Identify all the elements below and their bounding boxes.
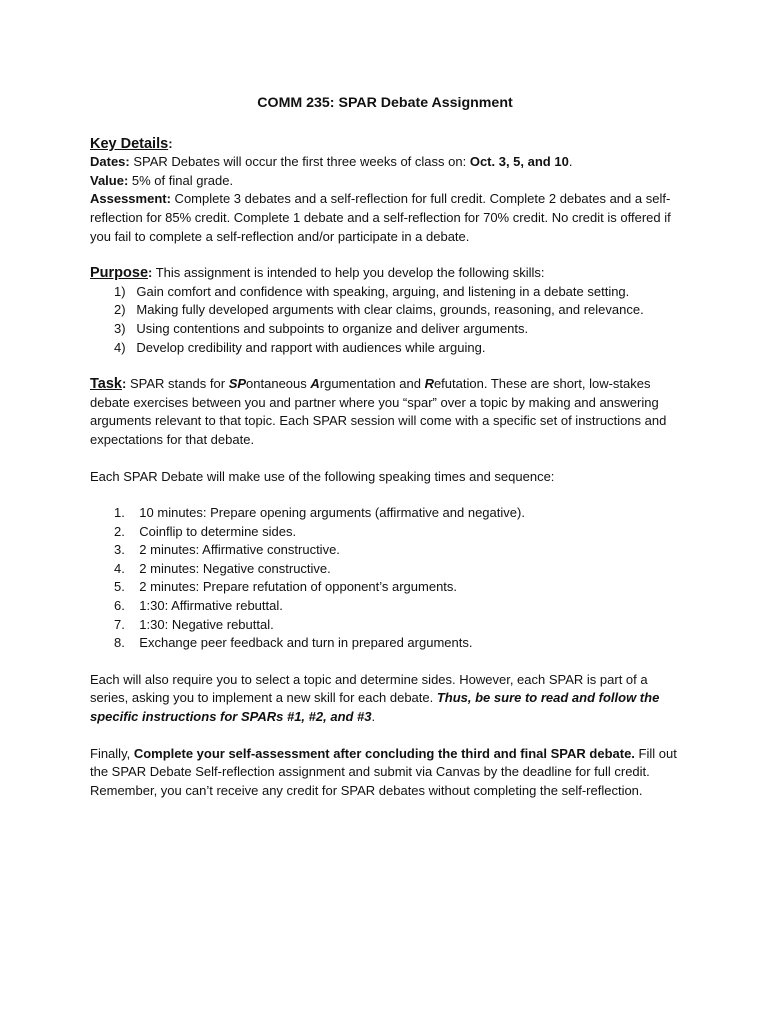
dates-values: Oct. 3, 5, and 10 bbox=[469, 154, 569, 170]
document-body bbox=[90, 94, 680, 818]
sequence-item-text: Coinflip to determine sides. bbox=[139, 523, 297, 539]
purpose-item-text: Gain comfort and confidence with speaking, arguing, and listening in a debate setting. bbox=[136, 283, 630, 299]
key-details-colon: : bbox=[168, 135, 173, 151]
purpose-item-text: Making fully developed arguments with clear claims, grounds, reasoning, and relevance. bbox=[136, 302, 644, 318]
sequence-list bbox=[90, 504, 680, 653]
sequence-item-text: Exchange peer feedback and turn in prepared arguments. bbox=[139, 635, 473, 651]
key-details-section bbox=[90, 135, 680, 247]
task-r: R bbox=[424, 376, 434, 392]
purpose-item-text: Using contentions and subpoints to organize and deliver arguments. bbox=[136, 320, 529, 336]
sequence-section bbox=[90, 468, 680, 653]
list-item: 8. Exchange peer feedback and turn in prepared arguments. bbox=[114, 635, 473, 651]
value-label: Value: bbox=[90, 172, 129, 188]
topic-text: Each will also require you to select a topic and determine sides. However, each SPAR is part of a series, asking you to implement a new skill for each debate. bbox=[90, 671, 648, 706]
list-item: 6. 1:30: Affirmative rebuttal. bbox=[114, 598, 283, 614]
sequence-item-text: 1:30: Negative rebuttal. bbox=[139, 616, 274, 632]
finally-text: Finally, bbox=[90, 745, 134, 761]
assessment-label: Assessment: bbox=[90, 191, 171, 207]
topic-end: . bbox=[371, 709, 376, 725]
sequence-item-text: 10 minutes: Prepare opening arguments (affirmative and negative). bbox=[139, 505, 525, 521]
dates-end: . bbox=[568, 154, 573, 170]
purpose-item-text: Develop credibility and rapport with audiences while arguing. bbox=[136, 339, 486, 355]
key-details-heading: Key Details bbox=[90, 135, 169, 152]
task-a: A bbox=[310, 376, 320, 392]
sequence-item-text: 2 minutes: Prepare refutation of opponent’s arguments. bbox=[139, 579, 458, 595]
assessment-line bbox=[90, 190, 680, 246]
list-item: 2) Making fully developed arguments with clear claims, grounds, reasoning, and relevance. bbox=[114, 302, 644, 318]
topic-emphasis: Thus, be sure to read and follow the specific instructions for SPARs #1, #2, and #3 bbox=[90, 690, 660, 725]
task-text: rgumentation and bbox=[319, 376, 425, 392]
page-title: COMM 235: SPAR Debate Assignment bbox=[257, 95, 513, 111]
value-text: 5% of final grade. bbox=[128, 172, 234, 188]
value-line bbox=[90, 172, 680, 191]
list-item: 7. 1:30: Negative rebuttal. bbox=[114, 616, 274, 632]
purpose-heading: Purpose bbox=[90, 265, 149, 282]
sequence-intro: Each SPAR Debate will make use of the following speaking times and sequence: bbox=[90, 468, 555, 484]
purpose-intro: This assignment is intended to help you develop the following skills: bbox=[152, 265, 545, 281]
task-colon: : bbox=[121, 376, 127, 392]
purpose-colon: : bbox=[148, 265, 153, 281]
topic-section bbox=[90, 671, 680, 727]
finally-text: Fill out the SPAR Debate Self-reflection assignment and submit via Canvas by the deadline for full credit. Remember, you can’t receive any credit for SPAR debates without completing the self-reflection. bbox=[90, 745, 677, 798]
sequence-item-text: 2 minutes: Negative constructive. bbox=[139, 560, 331, 576]
task-text: ontaneous bbox=[246, 376, 311, 392]
task-section bbox=[90, 375, 680, 449]
sequence-item-text: 1:30: Affirmative rebuttal. bbox=[139, 598, 283, 614]
task-sp: SP bbox=[228, 376, 247, 392]
assessment-text: Complete 3 debates and a self-reflection for full credit. Complete 2 debates and a self-reflection for 85% credit. Complete 1 debate and a self-reflection for 70% credit. No credit is offered if you fail to complete a self-reflection and/or participate in a debate. bbox=[90, 191, 671, 244]
task-heading: Task bbox=[90, 376, 122, 393]
list-item: 4) Develop credibility and rapport with audiences while arguing. bbox=[114, 339, 486, 355]
list-item: 1. 10 minutes: Prepare opening arguments (affirmative and negative). bbox=[114, 505, 525, 521]
list-item: 1) Gain comfort and confidence with speaking, arguing, and listening in a debate setting. bbox=[114, 283, 630, 299]
list-item: 5. 2 minutes: Prepare refutation of opponent’s arguments. bbox=[114, 579, 458, 595]
list-item: 3) Using contentions and subpoints to organize and deliver arguments. bbox=[114, 320, 529, 336]
topic-paragraph bbox=[90, 671, 680, 727]
task-paragraph bbox=[90, 375, 680, 449]
list-item: 3. 2 minutes: Affirmative constructive. bbox=[114, 542, 340, 558]
sequence-item-text: 2 minutes: Affirmative constructive. bbox=[139, 542, 340, 558]
dates-line bbox=[90, 153, 680, 172]
list-item: 2. Coinflip to determine sides. bbox=[114, 523, 297, 539]
purpose-list bbox=[90, 283, 680, 357]
finally-emphasis: Complete your self-assessment after concluding the third and final SPAR debate. bbox=[133, 745, 635, 761]
finally-paragraph bbox=[90, 745, 680, 801]
dates-label: Dates: bbox=[90, 154, 130, 170]
finally-section bbox=[90, 745, 680, 801]
dates-text: SPAR Debates will occur the first three weeks of class on: bbox=[129, 154, 470, 170]
task-text: SPAR stands for bbox=[126, 376, 229, 392]
purpose-section bbox=[90, 264, 680, 357]
task-text: efutation. These are short, low-stakes debate exercises between you and partner where you “spar” over a topic by making and answering arguments relevant to that topic. Each SPAR session will come with a specific set of instructions and expectations for that debate. bbox=[90, 376, 667, 447]
list-item: 4. 2 minutes: Negative constructive. bbox=[114, 560, 331, 576]
